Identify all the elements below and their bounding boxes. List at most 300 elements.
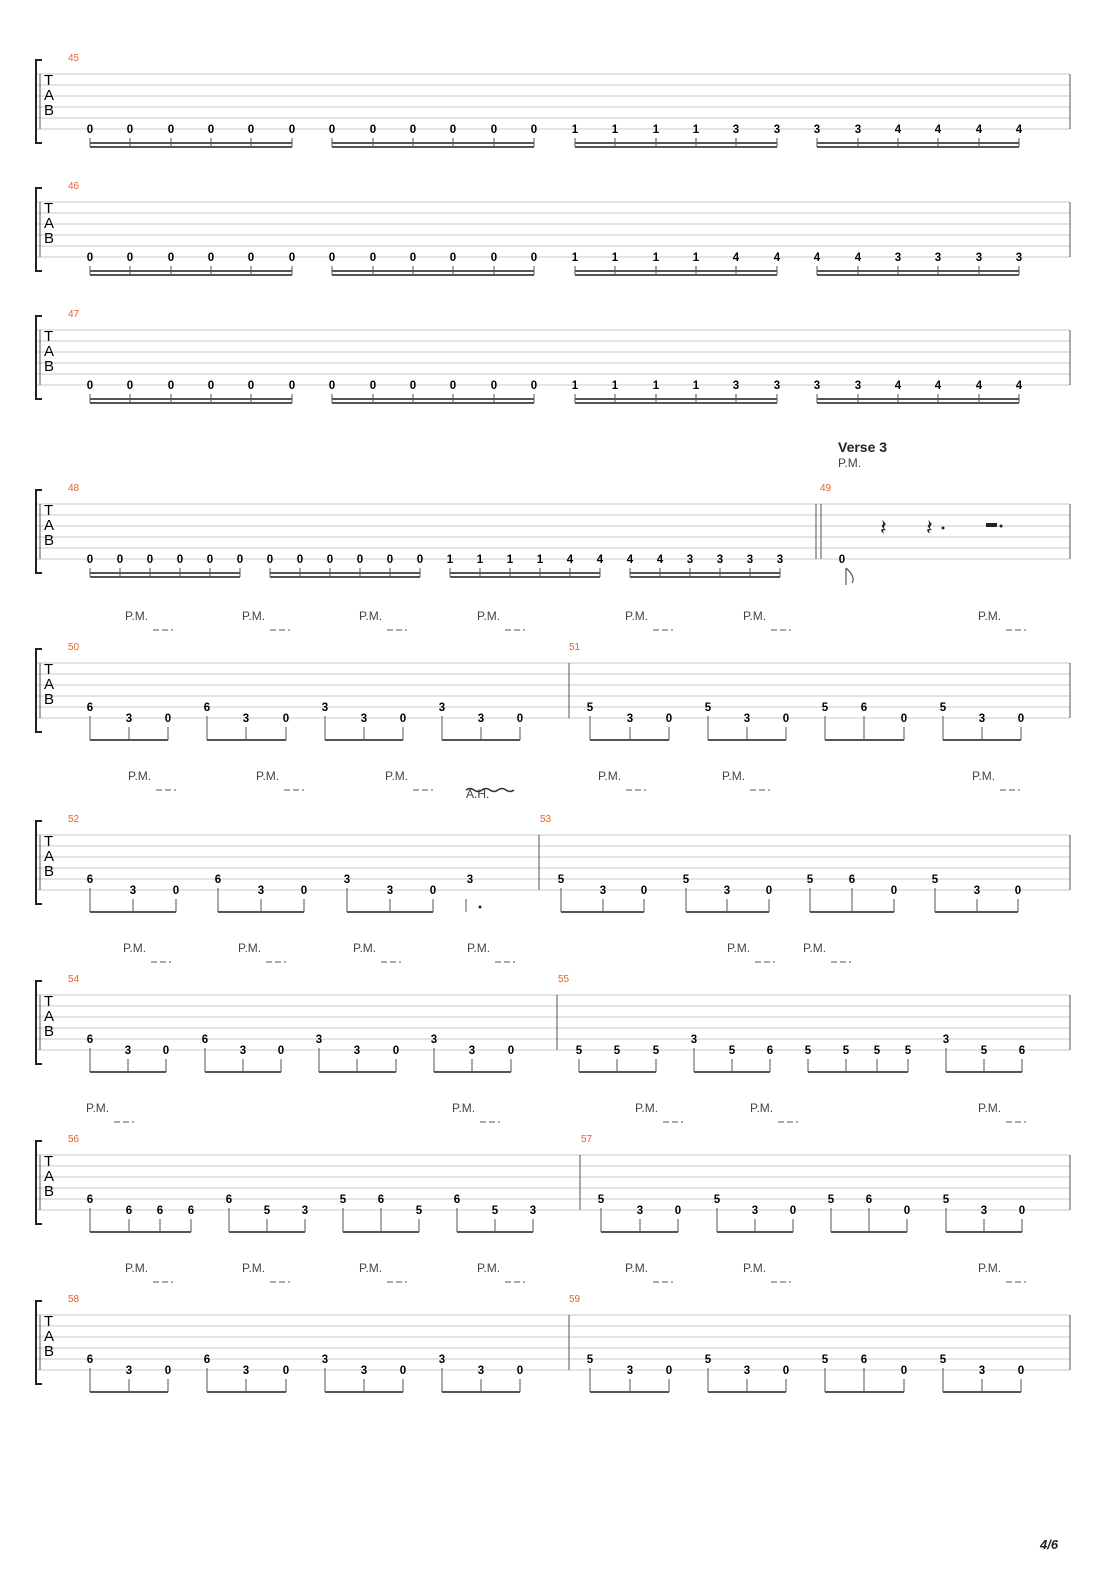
- fret-number: 0: [449, 252, 457, 264]
- fret-number: 3: [894, 252, 902, 264]
- system-bracket: [36, 316, 42, 399]
- fret-number: 0: [490, 380, 498, 392]
- fret-number: 0: [530, 252, 538, 264]
- fret-number: 0: [449, 124, 457, 136]
- tab-clef-letter: T: [44, 72, 54, 89]
- bar-number: 53: [540, 814, 552, 825]
- fret-number: 6: [156, 1205, 164, 1217]
- palm-mute-label: P.M.: [256, 769, 280, 783]
- fret-number: 0: [162, 1045, 170, 1057]
- fret-number: 0: [516, 713, 524, 725]
- fret-number: 6: [86, 874, 94, 886]
- palm-mute-label: P.M.: [477, 1261, 501, 1275]
- bar-number: 57: [581, 1134, 593, 1145]
- fret-number: 5: [904, 1045, 912, 1057]
- fret-number: 3: [980, 1205, 988, 1217]
- fret-number: 0: [399, 1365, 407, 1377]
- fret-number: 3: [975, 252, 983, 264]
- fret-number: 0: [449, 380, 457, 392]
- tab-system: [36, 974, 1070, 1072]
- palm-mute-label: P.M.: [123, 941, 147, 955]
- fret-number: 3: [438, 1354, 446, 1366]
- fret-number: 0: [903, 1205, 911, 1217]
- half-rest-icon: [986, 523, 997, 527]
- fret-number: 3: [125, 713, 133, 725]
- fret-number: 1: [692, 252, 700, 264]
- fret-number: 0: [838, 554, 846, 566]
- tab-clef-letter: T: [44, 833, 54, 850]
- rest-dot: [942, 527, 945, 530]
- fret-number: 5: [804, 1045, 812, 1057]
- fret-number: 1: [611, 380, 619, 392]
- fret-number: 0: [86, 252, 94, 264]
- fret-number: 0: [356, 554, 364, 566]
- fret-number: 0: [207, 380, 215, 392]
- system-bracket: [36, 649, 42, 732]
- fret-number: 0: [288, 380, 296, 392]
- bar-number: 51: [569, 642, 581, 653]
- fret-number: 0: [277, 1045, 285, 1057]
- fret-number: 5: [586, 1354, 594, 1366]
- fret-number: 3: [129, 885, 137, 897]
- fret-number: 3: [854, 124, 862, 136]
- fret-number: 4: [1015, 380, 1023, 392]
- fret-number: 0: [328, 252, 336, 264]
- palm-mute-label: P.M.: [598, 769, 622, 783]
- fret-number: 1: [571, 252, 579, 264]
- fret-number: 0: [328, 380, 336, 392]
- fret-number: 0: [164, 713, 172, 725]
- fret-number: 3: [301, 1205, 309, 1217]
- palm-mute-label: P.M.: [242, 609, 266, 623]
- fret-number: 0: [516, 1365, 524, 1377]
- fret-number: 0: [386, 554, 394, 566]
- tab-clef-letter: B: [44, 1183, 55, 1200]
- fret-number: 0: [490, 252, 498, 264]
- fret-number: 0: [782, 713, 790, 725]
- fret-number: 0: [167, 252, 175, 264]
- palm-mute-label: P.M.: [743, 609, 767, 623]
- fret-number: 3: [242, 713, 250, 725]
- system-bracket: [36, 60, 42, 143]
- fret-number: 6: [848, 874, 856, 886]
- fret-number: 0: [665, 713, 673, 725]
- bar-number: 56: [68, 1134, 80, 1145]
- bar-number: 59: [569, 1294, 581, 1305]
- fret-number: 0: [86, 380, 94, 392]
- fret-number: 3: [686, 554, 694, 566]
- palm-mute-label: P.M.: [125, 1261, 149, 1275]
- fret-number: 3: [477, 713, 485, 725]
- fret-number: 6: [201, 1034, 209, 1046]
- fret-number: 1: [652, 380, 660, 392]
- fret-number: 0: [167, 380, 175, 392]
- palm-mute-label: P.M.: [353, 941, 377, 955]
- fret-number: 4: [894, 380, 902, 392]
- fret-number: 1: [536, 554, 544, 566]
- fret-number: 1: [506, 554, 514, 566]
- bar-number: 58: [68, 1294, 80, 1305]
- system-bracket: [36, 188, 42, 271]
- bar-number: 52: [68, 814, 80, 825]
- tab-clef-letter: A: [44, 1168, 55, 1185]
- fret-number: 6: [203, 1354, 211, 1366]
- palm-mute-label: P.M.: [727, 941, 751, 955]
- fret-number: 3: [386, 885, 394, 897]
- fret-number: 5: [652, 1045, 660, 1057]
- fret-number: 3: [978, 713, 986, 725]
- fret-number: 3: [636, 1205, 644, 1217]
- quarter-rest-icon: 𝄽: [880, 515, 887, 540]
- fret-number: 0: [247, 380, 255, 392]
- pm-label: P.M.: [838, 456, 862, 470]
- bar-number: 48: [68, 483, 80, 494]
- bar-number: 47: [68, 309, 80, 320]
- fret-number: 3: [353, 1045, 361, 1057]
- fret-number: 0: [288, 124, 296, 136]
- fret-number: 3: [942, 1034, 950, 1046]
- fret-number: 0: [172, 885, 180, 897]
- palm-mute-label: P.M.: [86, 1101, 110, 1115]
- fret-number: 6: [860, 702, 868, 714]
- fret-number: 1: [611, 252, 619, 264]
- tab-clef-letter: A: [44, 848, 55, 865]
- tab-clef-letter: T: [44, 502, 54, 519]
- fret-number: 0: [640, 885, 648, 897]
- fret-number: 0: [247, 252, 255, 264]
- fret-number: 5: [728, 1045, 736, 1057]
- fret-number: 0: [296, 554, 304, 566]
- fret-number: 3: [690, 1034, 698, 1046]
- note-dot: [479, 906, 482, 909]
- palm-mute-label: P.M.: [750, 1101, 774, 1115]
- fret-number: 1: [692, 380, 700, 392]
- palm-mute-label: P.M.: [803, 941, 827, 955]
- fret-number: 5: [939, 702, 947, 714]
- fret-number: 4: [975, 124, 983, 136]
- fret-number: 3: [626, 1365, 634, 1377]
- fret-number: 0: [416, 554, 424, 566]
- fret-number: 0: [266, 554, 274, 566]
- fret-number: 0: [300, 885, 308, 897]
- bar-number: 46: [68, 181, 80, 192]
- fret-number: 5: [873, 1045, 881, 1057]
- fret-number: 1: [476, 554, 484, 566]
- tab-system: [36, 181, 1070, 275]
- palm-mute-label: P.M.: [978, 1261, 1002, 1275]
- tab-clef-letter: A: [44, 1328, 55, 1345]
- fret-number: 3: [124, 1045, 132, 1057]
- fret-number: 0: [86, 124, 94, 136]
- fret-number: 0: [369, 252, 377, 264]
- tab-clef-letter: A: [44, 1008, 55, 1025]
- fret-number: 0: [247, 124, 255, 136]
- system-bracket: [36, 821, 42, 904]
- fret-number: 5: [931, 874, 939, 886]
- fret-number: 4: [975, 380, 983, 392]
- fret-number: 0: [507, 1045, 515, 1057]
- fret-number: 3: [430, 1034, 438, 1046]
- fret-number: 0: [900, 713, 908, 725]
- tab-clef-letter: T: [44, 661, 54, 678]
- fret-number: 0: [236, 554, 244, 566]
- palm-mute-label: P.M.: [743, 1261, 767, 1275]
- fret-number: 0: [1017, 713, 1025, 725]
- fret-number: 0: [146, 554, 154, 566]
- system-bracket: [36, 1141, 42, 1224]
- fret-number: 3: [854, 380, 862, 392]
- fret-number: 0: [126, 380, 134, 392]
- fret-number: 5: [704, 702, 712, 714]
- fret-number: 5: [806, 874, 814, 886]
- rest-dot: [1000, 525, 1003, 528]
- tab-clef-letter: A: [44, 517, 55, 534]
- tab-clef-letter: T: [44, 200, 54, 217]
- fret-number: 5: [682, 874, 690, 886]
- tab-clef-letter: B: [44, 863, 55, 880]
- palm-mute-label: P.M.: [359, 1261, 383, 1275]
- tab-system: [36, 53, 1070, 147]
- fret-number: 3: [743, 713, 751, 725]
- tab-clef-letter: T: [44, 993, 54, 1010]
- fret-number: 0: [206, 554, 214, 566]
- fret-number: 3: [973, 885, 981, 897]
- fret-number: 0: [765, 885, 773, 897]
- fret-number: 3: [239, 1045, 247, 1057]
- fret-number: 0: [1017, 1365, 1025, 1377]
- fret-number: 1: [652, 252, 660, 264]
- fret-number: 3: [438, 702, 446, 714]
- system-bracket: [36, 1301, 42, 1384]
- fret-number: 0: [288, 252, 296, 264]
- fret-number: 0: [126, 124, 134, 136]
- fret-number: 3: [723, 885, 731, 897]
- palm-mute-label: P.M.: [467, 941, 491, 955]
- fret-number: 3: [732, 124, 740, 136]
- fret-number: 4: [1015, 124, 1023, 136]
- fret-number: 4: [934, 124, 942, 136]
- palm-mute-label: P.M.: [972, 769, 996, 783]
- fret-number: 3: [468, 1045, 476, 1057]
- palm-mute-label: P.M.: [635, 1101, 659, 1115]
- palm-mute-label: P.M.: [128, 769, 152, 783]
- palm-mute-label: P.M.: [242, 1261, 266, 1275]
- tab-clef-letter: T: [44, 1153, 54, 1170]
- fret-number: 5: [597, 1194, 605, 1206]
- fret-number: 6: [86, 1034, 94, 1046]
- fret-number: 6: [125, 1205, 133, 1217]
- fret-number: 6: [860, 1354, 868, 1366]
- bar-number: 45: [68, 53, 80, 64]
- tab-system: [36, 1134, 1070, 1232]
- fret-number: 0: [126, 252, 134, 264]
- fret-number: 5: [557, 874, 565, 886]
- fret-number: 6: [187, 1205, 195, 1217]
- fret-number: 1: [571, 380, 579, 392]
- fret-number: 3: [746, 554, 754, 566]
- fret-number: 3: [773, 124, 781, 136]
- tab-clef-letter: A: [44, 215, 55, 232]
- tab-clef-letter: B: [44, 230, 55, 247]
- fret-number: 5: [713, 1194, 721, 1206]
- fret-number: 3: [257, 885, 265, 897]
- fret-number: 3: [321, 1354, 329, 1366]
- fret-number: 3: [466, 874, 474, 886]
- fret-number: 0: [900, 1365, 908, 1377]
- tab-system: [36, 642, 1070, 740]
- fret-number: 4: [773, 252, 781, 264]
- bar-number: 55: [558, 974, 570, 985]
- fret-number: 0: [789, 1205, 797, 1217]
- fret-number: 0: [409, 252, 417, 264]
- fret-number: 3: [321, 702, 329, 714]
- bar-number: 54: [68, 974, 80, 985]
- fret-number: 5: [821, 1354, 829, 1366]
- fret-number: 5: [586, 702, 594, 714]
- palm-mute-label: P.M.: [978, 1101, 1002, 1115]
- fret-number: 6: [766, 1045, 774, 1057]
- fret-number: 3: [125, 1365, 133, 1377]
- fret-number: 3: [529, 1205, 537, 1217]
- fret-number: 0: [392, 1045, 400, 1057]
- palm-mute-label: P.M.: [359, 609, 383, 623]
- fret-number: 5: [339, 1194, 347, 1206]
- fret-number: 1: [652, 124, 660, 136]
- fret-number: 0: [86, 554, 94, 566]
- palm-mute-label: P.M.: [477, 609, 501, 623]
- fret-number: 0: [164, 1365, 172, 1377]
- fret-number: 4: [934, 380, 942, 392]
- palm-mute-label: P.M.: [385, 769, 409, 783]
- fret-number: 3: [477, 1365, 485, 1377]
- tab-clef-letter: T: [44, 1313, 54, 1330]
- fret-number: 0: [369, 380, 377, 392]
- fret-number: 0: [665, 1365, 673, 1377]
- eighth-note-stem: [846, 568, 853, 585]
- fret-number: 5: [980, 1045, 988, 1057]
- fret-number: 6: [377, 1194, 385, 1206]
- fret-number: 3: [242, 1365, 250, 1377]
- fret-number: 0: [530, 380, 538, 392]
- dotted-quarter-rest-icon: 𝄽: [926, 515, 933, 540]
- fret-number: 0: [116, 554, 124, 566]
- palm-mute-label: P.M.: [452, 1101, 476, 1115]
- fret-number: 4: [813, 252, 821, 264]
- fret-number: 0: [399, 713, 407, 725]
- palm-mute-label: P.M.: [125, 609, 149, 623]
- fret-number: 0: [326, 554, 334, 566]
- tab-system: [36, 814, 1070, 912]
- fret-number: 0: [409, 380, 417, 392]
- fret-number: 0: [207, 252, 215, 264]
- fret-number: 3: [773, 380, 781, 392]
- fret-number: 3: [626, 713, 634, 725]
- palm-mute-label: P.M.: [978, 609, 1002, 623]
- tab-system: [36, 439, 1070, 585]
- system-bracket: [36, 981, 42, 1064]
- fret-number: 0: [409, 124, 417, 136]
- tab-clef-letter: B: [44, 1023, 55, 1040]
- fret-number: 3: [599, 885, 607, 897]
- tab-clef-letter: B: [44, 102, 55, 119]
- palm-mute-label: P.M.: [722, 769, 746, 783]
- fret-number: 3: [813, 380, 821, 392]
- system-bracket: [36, 490, 42, 573]
- fret-number: 5: [704, 1354, 712, 1366]
- fret-number: 5: [263, 1205, 271, 1217]
- fret-number: 6: [214, 874, 222, 886]
- fret-number: 0: [890, 885, 898, 897]
- fret-number: 0: [530, 124, 538, 136]
- fret-number: 5: [613, 1045, 621, 1057]
- fret-number: 1: [446, 554, 454, 566]
- page-number: 4/6: [1040, 1537, 1059, 1552]
- fret-number: 6: [225, 1194, 233, 1206]
- tab-clef-letter: B: [44, 358, 55, 375]
- fret-number: 3: [360, 1365, 368, 1377]
- fret-number: 6: [453, 1194, 461, 1206]
- fret-number: 5: [827, 1194, 835, 1206]
- fret-number: 5: [575, 1045, 583, 1057]
- fret-number: 0: [1018, 1205, 1026, 1217]
- tab-system: [36, 1294, 1070, 1392]
- fret-number: 3: [1015, 252, 1023, 264]
- bar-number: 49: [820, 483, 832, 494]
- fret-number: 0: [490, 124, 498, 136]
- fret-number: 3: [743, 1365, 751, 1377]
- fret-number: 0: [782, 1365, 790, 1377]
- palm-mute-label: P.M.: [625, 609, 649, 623]
- fret-number: 0: [207, 124, 215, 136]
- fret-number: 3: [751, 1205, 759, 1217]
- fret-number: 6: [86, 1354, 94, 1366]
- fret-number: 5: [842, 1045, 850, 1057]
- tab-clef-letter: A: [44, 343, 55, 360]
- fret-number: 0: [369, 124, 377, 136]
- fret-number: 5: [821, 702, 829, 714]
- fret-number: 4: [626, 554, 634, 566]
- fret-number: 3: [360, 713, 368, 725]
- fret-number: 6: [86, 1194, 94, 1206]
- fret-number: 0: [282, 713, 290, 725]
- fret-number: 3: [343, 874, 351, 886]
- fret-number: 0: [674, 1205, 682, 1217]
- fret-number: 3: [732, 380, 740, 392]
- fret-number: 5: [491, 1205, 499, 1217]
- tab-clef-letter: A: [44, 87, 55, 104]
- fret-number: 5: [415, 1205, 423, 1217]
- tab-clef-letter: B: [44, 1343, 55, 1360]
- fret-number: 6: [86, 702, 94, 714]
- palm-mute-label: P.M.: [238, 941, 262, 955]
- fret-number: 0: [328, 124, 336, 136]
- palm-mute-label: P.M.: [625, 1261, 649, 1275]
- fret-number: 3: [978, 1365, 986, 1377]
- fret-number: 3: [934, 252, 942, 264]
- fret-number: 1: [611, 124, 619, 136]
- fret-number: 0: [167, 124, 175, 136]
- fret-number: 3: [813, 124, 821, 136]
- fret-number: 6: [865, 1194, 873, 1206]
- section-label: Verse 3: [838, 439, 888, 455]
- fret-number: 6: [1018, 1045, 1026, 1057]
- fret-number: 0: [429, 885, 437, 897]
- tab-clef-letter: A: [44, 676, 55, 693]
- fret-number: 5: [939, 1354, 947, 1366]
- fret-number: 0: [282, 1365, 290, 1377]
- fret-number: 4: [596, 554, 604, 566]
- fret-number: 0: [1014, 885, 1022, 897]
